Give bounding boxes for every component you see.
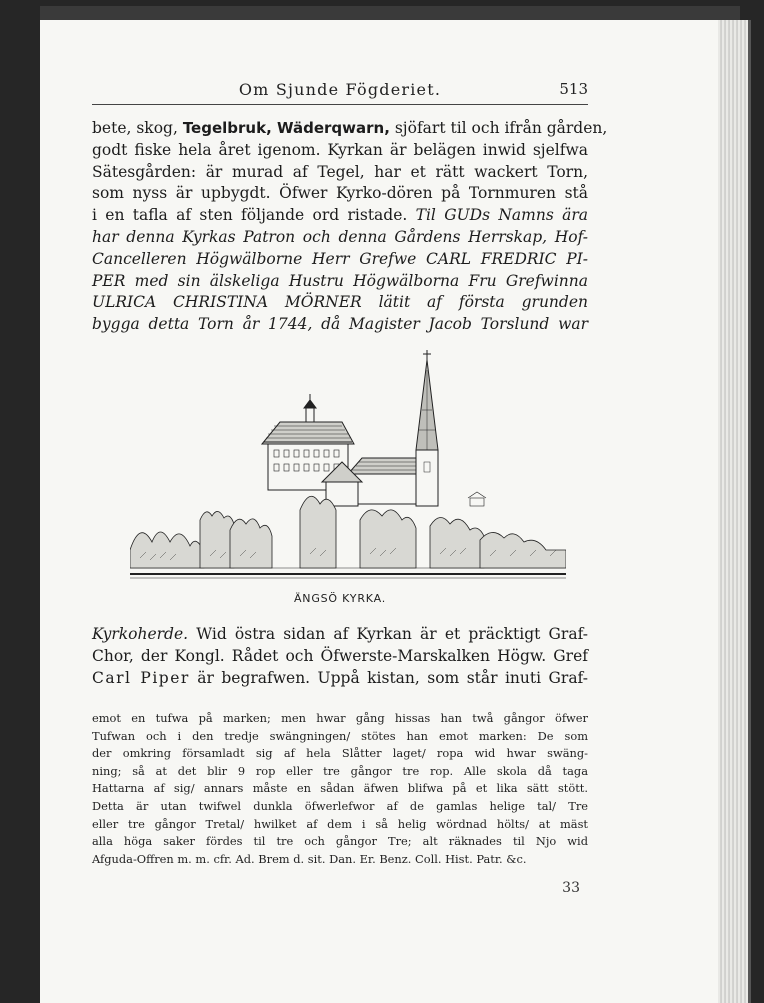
footnote-line: Detta är utan twifwel dunkla öfwerlefwor af de gamlas helige tal/ Tre	[92, 798, 588, 813]
text-line: i en tafla af sten följande ord ristade. Til GUDs Namns ära	[92, 206, 588, 225]
text-line: Chor, der Kongl. Rådet och Öfwerste-Marskalken Högw. Gref	[92, 646, 588, 665]
church-engraving	[130, 350, 566, 582]
footnote-line: Hattarna af sig/ annars måste en sådan äfwen blifwa på et lika sätt stött.	[92, 781, 588, 796]
paragraph-2	[92, 624, 588, 689]
text-line: Kyrkoherde. Wid östra sidan af Kyrkan är et präcktigt Graf-	[92, 625, 588, 643]
text-line: godt fiske hela året igenom. Kyrkan är belägen inwid sjelfwa	[92, 140, 588, 159]
header-rule	[92, 104, 588, 105]
footnote	[92, 710, 588, 868]
signature-mark: 33	[562, 880, 580, 896]
text-line: PER med sin älskeliga Hustru Högwälborna Fru Grefwinna	[92, 271, 588, 290]
text-line: Cancelleren Högwälborne Herr Grefwe CARL FREDRIC PI-	[92, 249, 588, 268]
italic-inscription: Til GUDs Namns ära	[415, 206, 588, 225]
running-title: Om Sjunde Fögderiet.	[238, 80, 442, 99]
text-line: har denna Kyrkas Patron och denna Gårdens Herrskap, Hof-	[92, 227, 588, 246]
text-line: Sätesgården: är murad af Tegel, har et rätt wackert Torn,	[92, 162, 588, 181]
illustration-caption: ÄNGSÖ KYRKA.	[293, 592, 387, 605]
footnote-line: eller tre gångor Tretal/ hwilket af dem i så helig wördnad hölts/ at mäst	[92, 816, 588, 831]
footnote-line: ning; så at det blir 9 rop eller tre gångor tre rop. Alle skola då taga	[92, 763, 588, 778]
page-header	[92, 80, 588, 104]
paragraph-1	[92, 118, 608, 336]
footnote-line: Afguda-Offren m. m. cfr. Ad. Brem d. sit. Dan. Er. Benz. Coll. Hist. Patr. &c.	[92, 851, 527, 866]
italic-word: Kyrkoherde.	[92, 625, 189, 643]
footnote-line: alla höga saker fördes til tre och gångor Tre; alt räknades til Njo wid	[92, 834, 588, 849]
text-line: Carl Piper är begrafwen. Uppå kistan, som står inuti Graf-	[92, 668, 588, 687]
text-line: bygga detta Torn år 1744, då Magister Jacob Torslund war	[92, 315, 588, 334]
bold-term: Tegelbruk, Wäderqwarn,	[182, 119, 390, 137]
book-top-edge	[40, 6, 740, 20]
footnote-line: emot en tufwa på marken; men hwar gång hissas han twå gångor öfwer	[92, 711, 588, 725]
text-line: bete, skog, Tegelbruk, Wäderqwarn, sjöfart til och ifrån gården,	[92, 119, 608, 137]
footnote-line: der omkring församladt sig af hela Slåtter laget/ ropa wid hwar swäng-	[92, 746, 588, 761]
spaced-name: Carl Piper	[92, 668, 190, 687]
page-number: 513	[559, 80, 588, 98]
footnote-line: Tufwan och i den tredje swängningen/ stötes han emot marken: De som	[92, 728, 588, 743]
text-line: ULRICA CHRISTINA MÖRNER lätit af första grunden	[92, 293, 588, 312]
page-stack-edge	[718, 20, 751, 1003]
text-line: som nyss är upbygdt. Öfwer Kyrko-dören på Tornmuren stå	[92, 184, 588, 203]
